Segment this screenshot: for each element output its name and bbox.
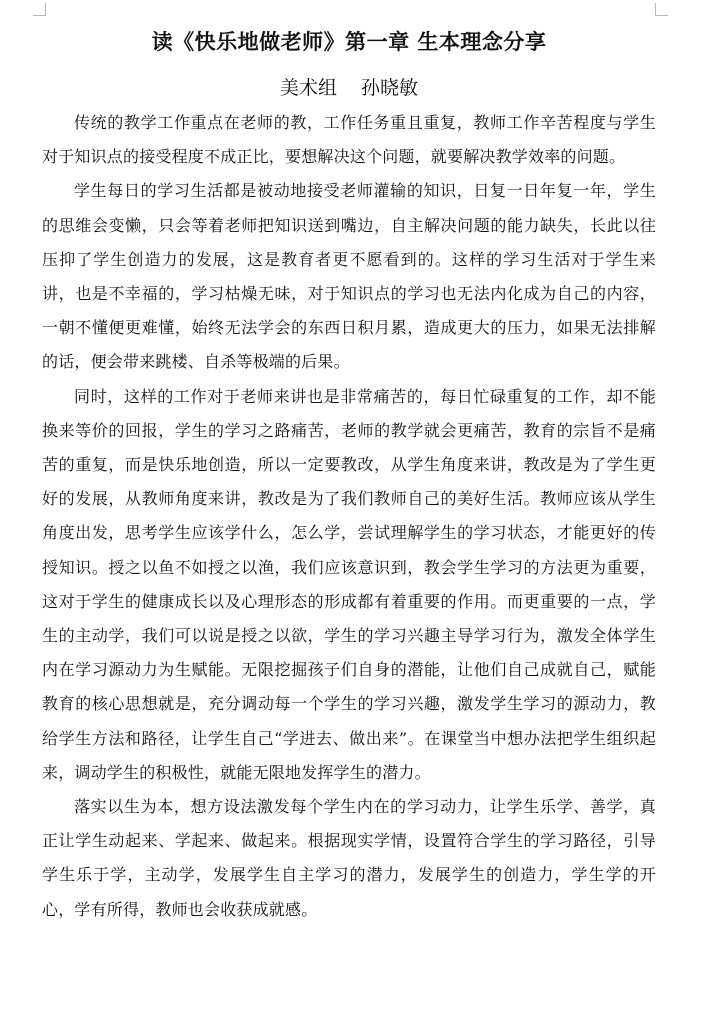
paragraph-4: 落实以生为本，想方设法激发每个学生内在的学习动力，让学生乐学、善学，真正让学生动起来、学起来、做起来。根据现实学情，设置符合学生的学习路径，引导学生乐于学，主动学，发展学生自主学习的潜力，发展学生的创造力，学生学的开心，学有所得，教师也会收获成就感。 [42, 797, 656, 919]
author-group: 美术组 [279, 77, 337, 99]
crop-mark-top-left [33, 3, 46, 16]
crop-mark-top-right [655, 3, 668, 16]
paragraph-1: 传统的教学工作重点在老师的教，工作任务重且重复，教师工作辛苦程度与学生对于知识点的接受程度不成正比，要想解决这个问题，就要解决教学效率的问题。 [42, 113, 656, 167]
author-name: 孙晓敏 [361, 77, 419, 99]
document-page [42, 24, 656, 927]
paragraph-3: 同时，这样的工作对于老师来讲也是非常痛苦的，每日忙碌重复的工作，却不能换来等价的回报，学生的学习之路痛苦，老师的教学就会更痛苦，教育的宗旨不是痛苦的重复，而是快乐地创造，所以一定要教改，从学生角度来讲，教改是为了学生更好的发展，从教师角度来讲，教改是为了我们教师自己的美好生活。教师应该从学生角度出发，思考学生应该学什么，怎么学，尝试理解学生的学习状态，才能更好的传授知识。授之以鱼不如授之以渔，我们应该意识到，教会学生学习的方法更为重要，这对于学生的健康成长以及心理形态的形成都有着重要的作用。而更重要的一点，学生的主动学，我们可以说是授之以欲，学生的学习兴趣主导学习行为，激发全体学生内在学习源动力为生赋能。无限挖掘孩子们自身的潜能，让他们自己成就自己，赋能教育的核心思想就是，充分调动每一个学生的学习兴趣，激发学生学习的源动力，教给学生方法和路径，让学生自己“学进去、做出来”。在课堂当中想办法把学生组织起来，调动学生的积极性，就能无限地发挥学生的潜力。 [42, 386, 656, 782]
author-line [42, 60, 656, 106]
paragraph-2: 学生每日的学习生活都是被动地接受老师灌输的知识，日复一日年复一年，学生的思维会变懒，只会等着老师把知识送到嘴边，自主解决问题的能力缺失，长此以往压抑了学生创造力的发展，这是教育者更不愿看到的。这样的学习生活对于学生来讲，也是不幸福的，学习枯燥无味，对于知识点的学习也无法内化成为自己的内容，一朝不懂便更难懂，始终无法学会的东西日积月累，造成更大的压力，如果无法排解的话，便会带来跳楼、自杀等极端的后果。 [42, 181, 656, 372]
document-title: 读《快乐地做老师》第一章 生本理念分享 [151, 29, 547, 54]
